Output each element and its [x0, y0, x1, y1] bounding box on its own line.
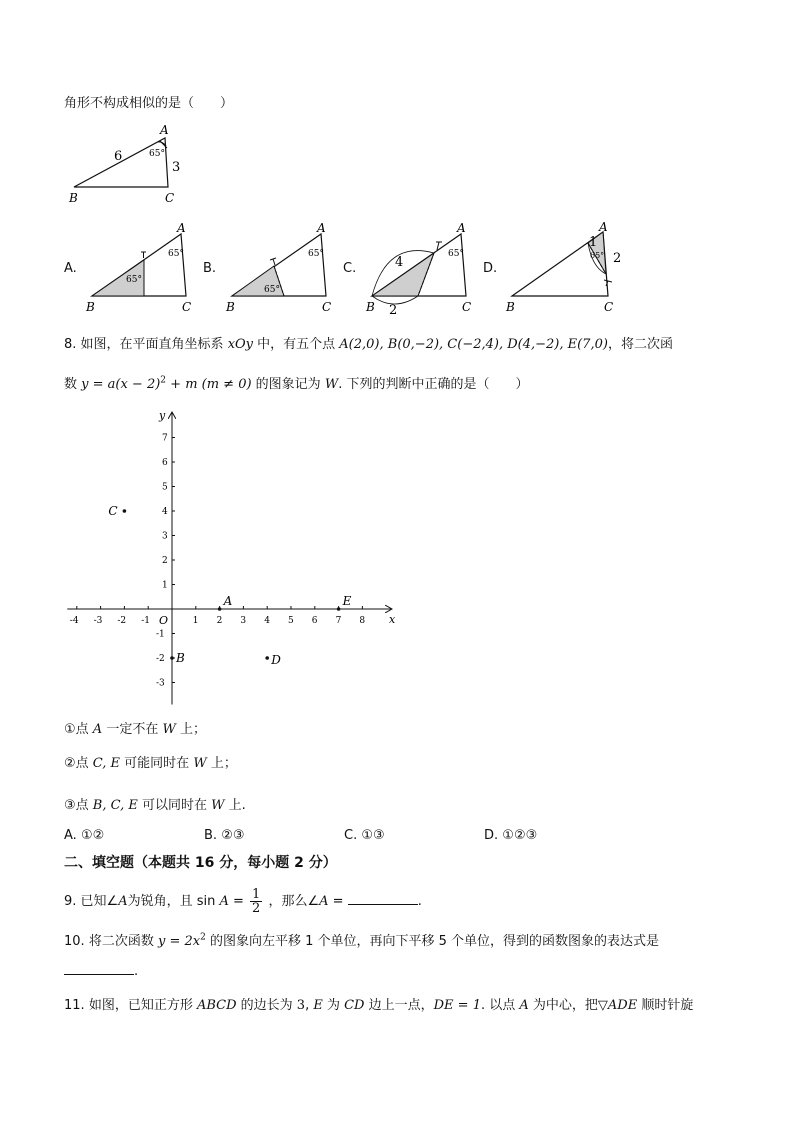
x-tick-label: -4 [69, 616, 79, 626]
y-tick-label: -1 [156, 629, 165, 640]
q7-option-c-label[interactable]: C. [343, 261, 357, 276]
q7-stem-tail: 角形不构成相似的是（ ） [64, 96, 234, 111]
point-d [265, 656, 269, 660]
q7-d-angle: 65° [590, 251, 605, 260]
y-tick-label: -3 [156, 678, 165, 689]
x-tick-label: -2 [117, 616, 127, 626]
q8-statement-1: ①点 A 一定不在 W 上； [64, 722, 206, 737]
svg-text:A: A [177, 222, 186, 235]
x-axis-label: x [388, 613, 396, 626]
y-tick-label: 6 [162, 458, 168, 468]
x-tick-label: -1 [141, 616, 150, 626]
q8-choice-b[interactable]: B. ②③ [204, 828, 245, 843]
point-e [337, 607, 341, 611]
q7-b-angle: 65° [308, 249, 324, 259]
q7-a-angle: 65° [168, 249, 184, 259]
y-tick-label: 2 [162, 556, 168, 566]
q7-b-angle-shaded: 65° [264, 285, 280, 295]
q7-reference-triangle [64, 120, 194, 210]
point-a [218, 607, 222, 611]
x-tick-label: 7 [335, 616, 342, 626]
q7-option-b-figure [222, 222, 342, 314]
q8-statement-2: ②点 C, E 可能同时在 W 上； [64, 756, 237, 771]
x-tick-label: 2 [216, 616, 223, 626]
q10-answer-line: . [64, 962, 138, 979]
svg-text:C: C [604, 300, 614, 314]
svg-text:B: B [86, 300, 95, 314]
point-b [170, 656, 174, 660]
svg-text:C: C [182, 300, 192, 314]
q7-option-c-figure [362, 222, 482, 314]
q9-answer-blank[interactable] [348, 892, 418, 905]
x-tick-label: 6 [311, 616, 318, 626]
y-tick-label: 5 [162, 482, 168, 493]
point-label-c: C [108, 504, 118, 518]
point-label-a: A [223, 594, 233, 608]
q7-c-side-4: 4 [395, 255, 404, 270]
q7-option-b-label[interactable]: B. [203, 261, 217, 276]
q7-ref-side-ac: 3 [172, 160, 181, 175]
x-tick-label: 4 [264, 616, 270, 626]
q8-choice-d[interactable]: D. ①②③ [484, 828, 538, 843]
svg-text:A: A [457, 222, 466, 235]
q8-choice-c[interactable]: C. ①③ [344, 828, 385, 843]
q7-c-angle: 65° [448, 249, 464, 259]
svg-text:A: A [317, 222, 326, 235]
origin-label: O [159, 614, 169, 627]
q7-d-side-1: 1 [589, 235, 598, 250]
q7-option-a-figure [82, 222, 202, 314]
svg-text:A: A [599, 222, 608, 234]
y-axis-label: y [159, 409, 166, 422]
q7-ref-label-b: B [69, 191, 78, 205]
svg-text:C: C [322, 300, 332, 314]
q7-d-side-2: 2 [613, 251, 622, 266]
point-label-d: D [271, 653, 281, 667]
y-tick-label: 3 [162, 531, 168, 542]
q7-option-d-label[interactable]: D. [483, 261, 498, 276]
point-label-e: E [342, 594, 352, 608]
q7-ref-side-ab: 6 [114, 149, 123, 164]
x-tick-label: 1 [192, 616, 199, 626]
y-tick-label: -2 [156, 654, 165, 664]
svg-text:C: C [462, 300, 472, 314]
x-tick-label: 8 [359, 616, 366, 626]
x-tick-label: -3 [93, 616, 103, 626]
q7-ref-label-c: C [165, 191, 175, 205]
q7-ref-angle: 65° [149, 149, 165, 159]
q8-choice-a[interactable]: A. ①② [64, 828, 105, 843]
q8-coordinate-graph [60, 405, 400, 705]
q10: 10. 将二次函数 $y = 2x^2$ 的图象向左平移 1 个单位，再向下平移 5 个单位，得到的函数图象的表达式是 [64, 932, 660, 949]
q9: 9. 已知∠A为锐角，且 sin A = $\frac{1}{2}$ ，那么∠A = . [64, 887, 422, 916]
q8-line2: 数 $y = a(x - 2)^2 + m$ (m ≠ 0) 的图象记为 W. 下列的判断中正确的是（ ） [64, 375, 529, 392]
q11: 11. 如图，已知正方形 ABCD 的边长为 3, E 为 CD 边上一点，DE = 1. 以点 A 为中心，把▽ADE 顺时针旋 [64, 998, 694, 1013]
q7-option-d-figure [502, 222, 632, 314]
q9-fraction: $\frac{1}{2}$ [252, 887, 261, 916]
y-tick-label: 4 [162, 507, 168, 517]
y-tick-label: 1 [162, 580, 168, 591]
svg-text:B: B [506, 300, 515, 314]
q10-answer-blank[interactable] [64, 962, 134, 975]
q7-a-angle-shaded: 65° [126, 275, 142, 285]
point-c [123, 509, 127, 513]
x-tick-label: 5 [288, 616, 294, 626]
y-tick-label: 7 [162, 433, 168, 444]
q8-statement-3: ③点 B, C, E 可以同时在 W 上. [64, 798, 246, 813]
q8-line1: 8. 如图，在平面直角坐标系 xOy 中，有五个点 A(2,0), B(0,−2), C(−2,4), D(4,−2), E(7,0)，将二次函 [64, 337, 673, 352]
svg-text:B: B [226, 300, 235, 314]
q7-option-a-label[interactable]: A. [64, 261, 77, 276]
section-2-title: 二、填空题（本题共 16 分，每小题 2 分） [64, 855, 337, 871]
q7-c-side-2: 2 [389, 303, 398, 314]
q7-ref-label-a: A [160, 123, 169, 137]
point-label-b: B [176, 651, 185, 665]
svg-text:B: B [366, 300, 375, 314]
x-tick-label: 3 [240, 616, 247, 626]
